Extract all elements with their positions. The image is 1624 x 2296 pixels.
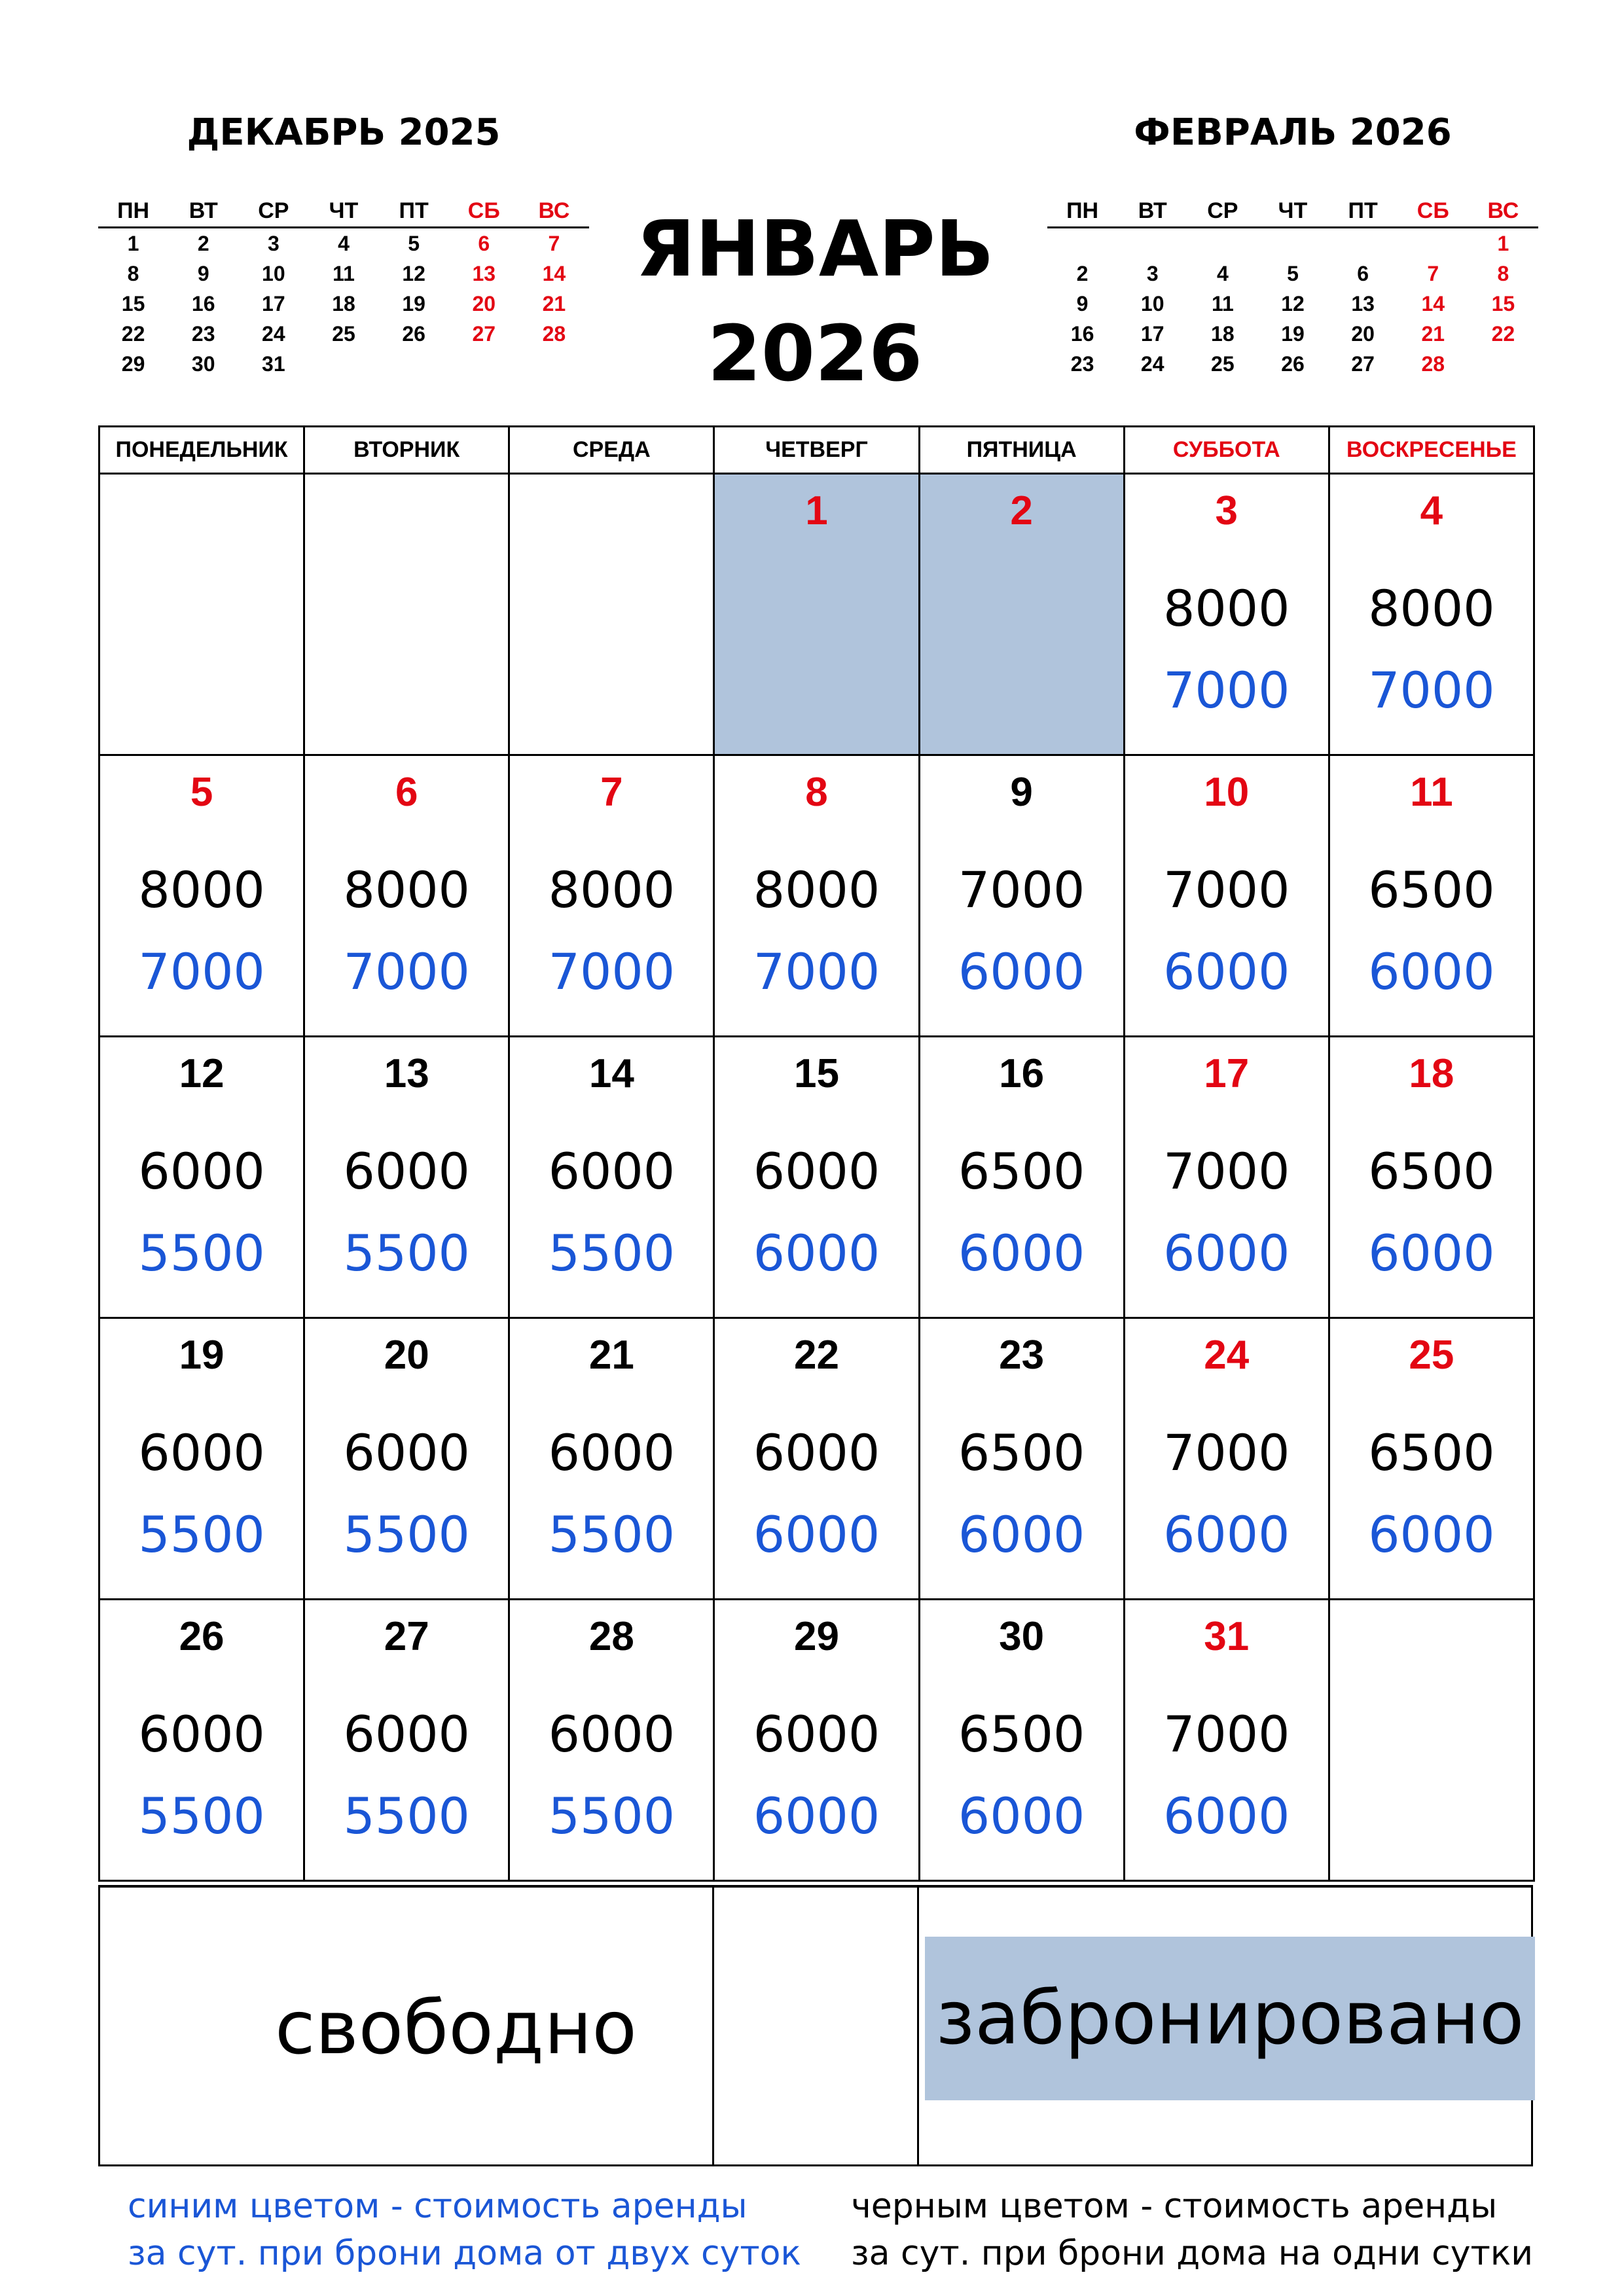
mini-weekday-header: СР: [1187, 196, 1257, 228]
day-number: 26: [179, 1614, 225, 1659]
price-two-days: 7000: [138, 942, 265, 1001]
price-two-days: 6000: [958, 1224, 1085, 1282]
mini-day: 16: [191, 292, 215, 315]
price-two-days: 6000: [1163, 1505, 1290, 1564]
day-cell: [920, 1037, 1125, 1319]
price-one-day: 8000: [1163, 579, 1290, 637]
mini-day: [1468, 349, 1538, 379]
mini-day: 4: [338, 232, 350, 255]
mini-weekday-header: ВТ: [168, 196, 238, 228]
mini-day: 5: [408, 232, 420, 255]
mini-day: 26: [402, 322, 425, 346]
weekday-header: СРЕДА: [510, 427, 715, 475]
day-cell: [1125, 1319, 1330, 1600]
day-cell: [1125, 475, 1330, 756]
mini-day: 25: [332, 322, 355, 346]
price-two-days: 6000: [753, 1505, 880, 1564]
price-one-day: 7000: [958, 861, 1085, 919]
day-number: 6: [395, 770, 418, 815]
price-one-day: 8000: [343, 861, 470, 919]
price-one-day: 6000: [138, 1705, 265, 1763]
mini-weekday-header: ЧТ: [308, 196, 378, 228]
price-one-day: 6500: [958, 1142, 1085, 1200]
day-cell: [100, 1319, 305, 1600]
mini-day: 10: [262, 262, 285, 285]
price-one-day: 6000: [343, 1424, 470, 1482]
mini-day: [1257, 228, 1327, 259]
mini-day: 7: [548, 232, 560, 255]
day-number: 30: [999, 1614, 1045, 1659]
price-one-day: 6000: [548, 1705, 676, 1763]
weekday-header: ВОСКРЕСЕНЬЕ: [1330, 427, 1535, 475]
price-one-day: 6500: [958, 1424, 1085, 1482]
day-number: 14: [588, 1051, 634, 1096]
day-cell: [1330, 1037, 1535, 1319]
price-two-days: 5500: [343, 1787, 470, 1845]
mini-day: 11: [333, 262, 355, 285]
day-cell: [920, 1319, 1125, 1600]
price-two-days: 5500: [343, 1505, 470, 1564]
day-cell: [510, 756, 715, 1037]
day-number: 11: [1410, 770, 1453, 815]
day-number: 16: [999, 1051, 1045, 1096]
day-cell: [510, 1037, 715, 1319]
price-two-days: 5500: [548, 1505, 676, 1564]
mini-day: 17: [1140, 322, 1164, 346]
day-number: 13: [384, 1051, 429, 1096]
mini-day: [1398, 228, 1468, 259]
mini-weekday-header: ПТ: [1328, 196, 1398, 228]
price-one-day: 8000: [548, 861, 676, 919]
price-one-day: 6000: [343, 1705, 470, 1763]
mini-day: 9: [1076, 292, 1089, 315]
mini-weekday-header: СР: [238, 196, 308, 228]
legend: [98, 1885, 1533, 2166]
day-number: 3: [1215, 488, 1238, 533]
price-two-days: 6000: [958, 1787, 1085, 1845]
mini-day: 26: [1281, 352, 1305, 376]
mini-day: 13: [1351, 292, 1375, 315]
mini-day: [308, 349, 378, 379]
mini-calendar-title: ФЕВРАЛЬ 2026: [1134, 111, 1452, 154]
day-number: 18: [1409, 1051, 1454, 1096]
day-cell: [920, 756, 1125, 1037]
price-one-day: 8000: [1368, 579, 1495, 637]
day-cell: [1125, 1600, 1330, 1882]
mini-weekday-header: ЧТ: [1257, 196, 1327, 228]
price-two-days: 7000: [1368, 661, 1495, 719]
price-one-day: 6000: [343, 1142, 470, 1200]
day-cell: [920, 1600, 1125, 1882]
day-number: 24: [1204, 1333, 1250, 1378]
mini-day: 24: [262, 322, 285, 346]
price-two-days: 5500: [548, 1224, 676, 1282]
mini-day: 11: [1211, 292, 1234, 315]
mini-weekday-header: ПН: [98, 196, 168, 228]
mini-day: 14: [1421, 292, 1445, 315]
price-two-days: 7000: [1163, 661, 1290, 719]
mini-weekday-header: ВС: [1468, 196, 1538, 228]
mini-day: 7: [1427, 262, 1439, 285]
mini-day: [1047, 228, 1117, 259]
day-number: 8: [805, 770, 828, 815]
day-cell: [100, 756, 305, 1037]
note-line: синим цветом - стоимость аренды: [128, 2187, 748, 2226]
mini-day: 3: [267, 232, 280, 255]
price-one-day: 7000: [1163, 1705, 1290, 1763]
mini-day: 12: [1281, 292, 1305, 315]
empty-day-cell: [1330, 1600, 1535, 1882]
day-number: 25: [1409, 1333, 1454, 1378]
mini-day: 21: [542, 292, 566, 315]
mini-day: [1117, 228, 1187, 259]
mini-day: 5: [1287, 262, 1299, 285]
weekday-header: ВТОРНИК: [305, 427, 510, 475]
price-two-days: 5500: [343, 1224, 470, 1282]
weekday-header: СУББОТА: [1125, 427, 1330, 475]
day-cell: [305, 756, 510, 1037]
price-two-days: 5500: [548, 1787, 676, 1845]
mini-calendar-title: ДЕКАБРЬ 2025: [187, 111, 501, 154]
day-cell: [305, 1319, 510, 1600]
mini-day: 4: [1216, 262, 1229, 285]
mini-day: 24: [1140, 352, 1164, 376]
mini-day: 28: [542, 322, 566, 346]
title-month: ЯНВАРЬ: [636, 204, 994, 294]
mini-day: 22: [121, 322, 145, 346]
mini-day: 9: [197, 262, 209, 285]
legend-free-label: свободно: [275, 1986, 637, 2071]
day-cell: [510, 1319, 715, 1600]
empty-day-cell: [100, 475, 305, 756]
mini-day: 1: [127, 232, 139, 255]
price-one-day: 8000: [138, 861, 265, 919]
mini-day: [519, 349, 589, 379]
price-two-days: 5500: [138, 1505, 265, 1564]
day-cell: [510, 1600, 715, 1882]
mini-day: 27: [1351, 352, 1375, 376]
price-one-day: 6000: [138, 1142, 265, 1200]
price-two-days: 7000: [343, 942, 470, 1001]
day-cell: [920, 475, 1125, 756]
day-cell: [715, 756, 920, 1037]
day-number: 20: [384, 1333, 429, 1378]
price-two-days: 6000: [1368, 1505, 1495, 1564]
price-one-day: 6000: [548, 1142, 676, 1200]
day-number: 17: [1204, 1051, 1250, 1096]
mini-day: [1328, 228, 1398, 259]
month-calendar-grid: [98, 425, 1535, 1882]
weekday-header: ЧЕТВЕРГ: [715, 427, 920, 475]
mini-day: 13: [472, 262, 496, 285]
mini-day: 2: [1076, 262, 1089, 285]
day-number: 21: [588, 1333, 634, 1378]
day-number: 12: [179, 1051, 225, 1096]
price-one-day: 6500: [958, 1705, 1085, 1763]
empty-day-cell: [510, 475, 715, 756]
legend-divider: [917, 1888, 919, 2164]
mini-day: 18: [332, 292, 355, 315]
mini-weekday-header: СБ: [1398, 196, 1468, 228]
day-number: 19: [179, 1333, 225, 1378]
mini-day: 30: [191, 352, 215, 376]
mini-day: 21: [1421, 322, 1445, 346]
note-line: за сут. при брони дома от двух суток: [128, 2234, 801, 2273]
mini-day: 25: [1211, 352, 1235, 376]
day-cell: [715, 1037, 920, 1319]
day-cell: [715, 475, 920, 756]
day-number: 1: [805, 488, 828, 533]
day-cell: [715, 1319, 920, 1600]
mini-day: 2: [197, 232, 209, 255]
mini-day: [379, 349, 449, 379]
mini-day: 23: [1070, 352, 1094, 376]
price-one-day: 6000: [548, 1424, 676, 1482]
price-one-day: 7000: [1163, 861, 1290, 919]
mini-day: 14: [542, 262, 566, 285]
price-two-days: 7000: [548, 942, 676, 1001]
day-cell: [715, 1600, 920, 1882]
mini-day: 19: [1281, 322, 1305, 346]
price-one-day: 6000: [138, 1424, 265, 1482]
day-number: 15: [794, 1051, 839, 1096]
legend-booked-label: забронировано: [935, 1976, 1525, 2061]
legend-booked-swatch: [925, 1937, 1535, 2100]
mini-day: 10: [1140, 292, 1164, 315]
day-number: 27: [384, 1614, 429, 1659]
price-two-days: 6000: [753, 1787, 880, 1845]
note-blue-prices: [128, 2183, 801, 2277]
day-number: 23: [999, 1333, 1045, 1378]
mini-day: 28: [1421, 352, 1445, 376]
price-two-days: 6000: [1368, 942, 1495, 1001]
day-cell: [1330, 1319, 1535, 1600]
mini-day: 8: [1497, 262, 1509, 285]
price-one-day: 6500: [1368, 1142, 1495, 1200]
mini-weekday-header: ВС: [519, 196, 589, 228]
mini-day: 1: [1497, 232, 1509, 255]
mini-day: 17: [262, 292, 285, 315]
mini-day: 31: [262, 352, 285, 376]
mini-day: 8: [127, 262, 139, 285]
title-year: 2026: [707, 308, 923, 399]
day-number: 9: [1010, 770, 1033, 815]
price-one-day: 6000: [753, 1424, 880, 1482]
price-one-day: 6000: [753, 1705, 880, 1763]
price-two-days: 6000: [1368, 1224, 1495, 1282]
mini-day: 18: [1211, 322, 1235, 346]
price-one-day: 6000: [753, 1142, 880, 1200]
mini-day: 3: [1146, 262, 1159, 285]
price-two-days: 6000: [753, 1224, 880, 1282]
mini-day: 20: [1351, 322, 1375, 346]
empty-day-cell: [305, 475, 510, 756]
price-one-day: 7000: [1163, 1424, 1290, 1482]
note-line: за сут. при брони дома на одни сутки: [851, 2234, 1534, 2273]
mini-day: 29: [121, 352, 145, 376]
mini-calendar-grid: [98, 196, 589, 379]
day-number: 10: [1204, 770, 1250, 815]
weekday-header: ПЯТНИЦА: [920, 427, 1125, 475]
price-one-day: 7000: [1163, 1142, 1290, 1200]
day-number: 28: [588, 1614, 634, 1659]
day-number: 5: [190, 770, 213, 815]
day-cell: [1125, 1037, 1330, 1319]
day-cell: [100, 1600, 305, 1882]
mini-calendar-grid: [1047, 196, 1538, 379]
mini-day: [449, 349, 519, 379]
day-number: 2: [1010, 488, 1033, 533]
mini-day: 6: [1357, 262, 1369, 285]
note-line: черным цветом - стоимость аренды: [851, 2187, 1498, 2226]
day-number: 29: [794, 1614, 839, 1659]
mini-weekday-header: ПТ: [379, 196, 449, 228]
mini-day: 16: [1070, 322, 1094, 346]
mini-day: [1187, 228, 1257, 259]
price-two-days: 6000: [1163, 1787, 1290, 1845]
mini-day: 20: [472, 292, 496, 315]
price-two-days: 7000: [753, 942, 880, 1001]
mini-weekday-header: ПН: [1047, 196, 1117, 228]
price-two-days: 5500: [138, 1224, 265, 1282]
mini-day: 12: [402, 262, 425, 285]
mini-day: 15: [121, 292, 145, 315]
mini-day: 19: [402, 292, 425, 315]
mini-day: 15: [1491, 292, 1515, 315]
day-cell: [1125, 756, 1330, 1037]
day-cell: [305, 1037, 510, 1319]
day-number: 22: [794, 1333, 839, 1378]
mini-weekday-header: СБ: [449, 196, 519, 228]
note-black-prices: [851, 2183, 1533, 2277]
price-two-days: 6000: [1163, 1224, 1290, 1282]
price-one-day: 6500: [1368, 861, 1495, 919]
day-number: 31: [1204, 1614, 1250, 1659]
price-two-days: 6000: [1163, 942, 1290, 1001]
price-two-days: 6000: [958, 1505, 1085, 1564]
day-cell: [100, 1037, 305, 1319]
day-cell: [1330, 475, 1535, 756]
day-number: 7: [600, 770, 623, 815]
price-two-days: 5500: [138, 1787, 265, 1845]
price-two-days: 6000: [958, 942, 1085, 1001]
day-number: 4: [1420, 488, 1443, 533]
mini-day: 23: [191, 322, 215, 346]
mini-day: 6: [478, 232, 490, 255]
day-cell: [305, 1600, 510, 1882]
page-title: [612, 196, 1018, 406]
weekday-header: ПОНЕДЕЛЬНИК: [100, 427, 305, 475]
day-cell: [1330, 756, 1535, 1037]
price-one-day: 8000: [753, 861, 880, 919]
price-one-day: 6500: [1368, 1424, 1495, 1482]
mini-day: 27: [472, 322, 496, 346]
mini-weekday-header: ВТ: [1117, 196, 1187, 228]
mini-day: 22: [1491, 322, 1515, 346]
